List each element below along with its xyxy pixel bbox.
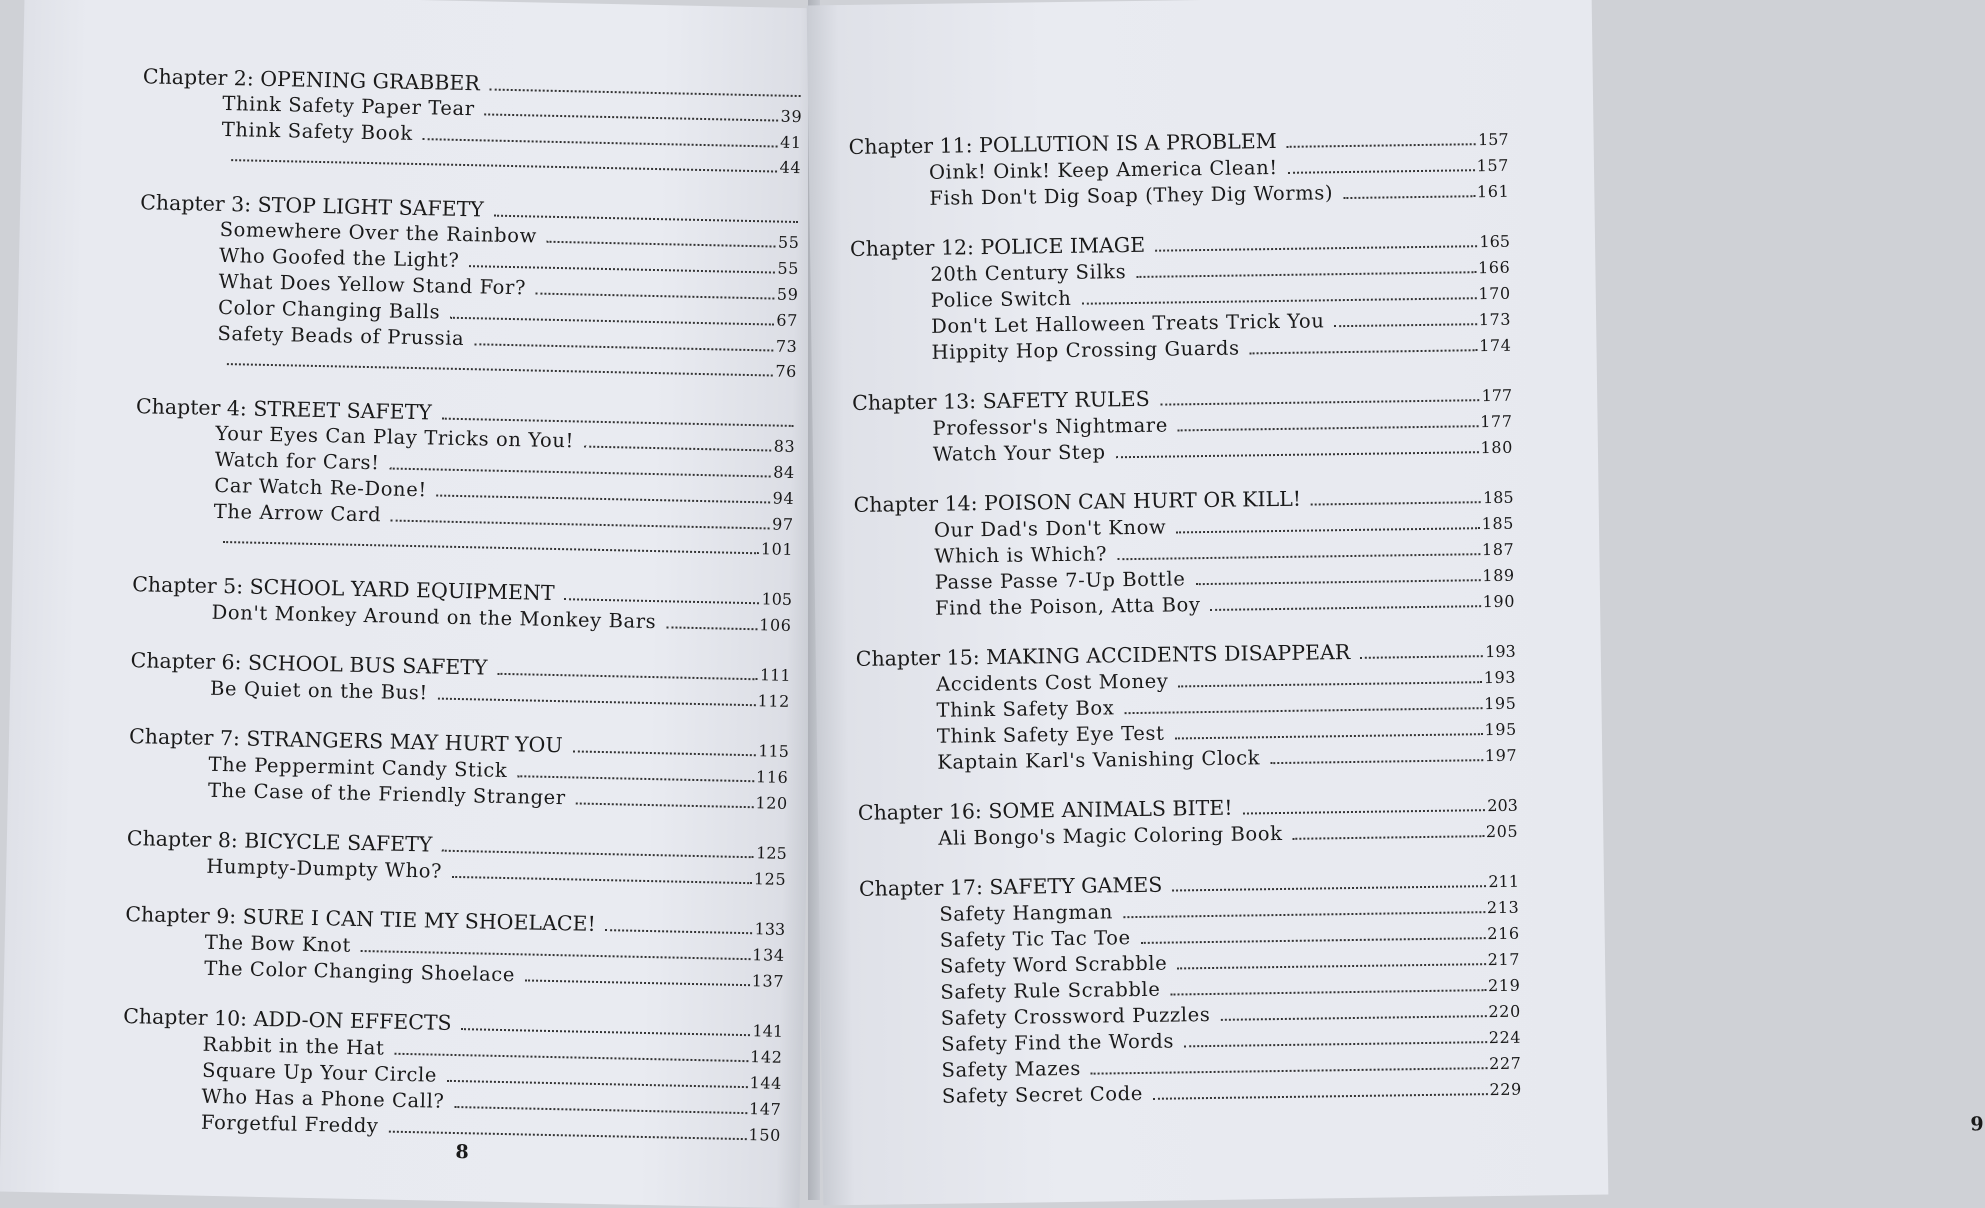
dot-leader	[485, 112, 779, 121]
section-entry-title: 20th Century Silks	[930, 259, 1136, 287]
section-entry-title: Who Has a Phone Call?	[201, 1084, 454, 1114]
toc-right	[848, 126, 1522, 1111]
dot-leader	[1136, 270, 1476, 278]
section-entry-title: Safety Rule Scrabble	[940, 977, 1170, 1005]
dot-leader	[1091, 1066, 1487, 1075]
dot-leader	[1270, 758, 1483, 764]
dot-leader	[576, 801, 754, 808]
dot-leader	[564, 597, 759, 604]
section-entry-page-number: 112	[755, 688, 790, 714]
chapter-entry-page-number: 115	[756, 738, 789, 764]
dot-leader	[388, 1130, 746, 1140]
section-entry-page-number: 227	[1487, 1051, 1522, 1076]
section-entry-page-number: 73	[774, 334, 798, 359]
dot-leader	[423, 137, 778, 147]
section-entry-page-number: 39	[778, 104, 802, 129]
chapter-entry-page-number: 211	[1486, 869, 1519, 894]
section-entry-page-number: 174	[1477, 333, 1512, 358]
dot-leader	[517, 774, 754, 782]
section-entry-title: Which is Which?	[934, 541, 1117, 569]
section-entry-title: Passe Passe 7-Up Bottle	[935, 566, 1196, 595]
dot-leader	[497, 672, 758, 680]
dot-leader	[1220, 1014, 1486, 1021]
chapter-entry-page-number: 133	[752, 916, 785, 942]
section-entry-title: Watch for Cars!	[215, 447, 390, 476]
section-entry-page-number: 187	[1480, 537, 1515, 562]
dot-leader	[1288, 168, 1475, 174]
dot-leader	[223, 540, 759, 554]
section-entry-title: Oink! Oink! Keep America Clean!	[929, 155, 1288, 185]
chapter-entry-title: Chapter 5: SCHOOL YARD EQUIPMENT	[132, 572, 565, 606]
section-entry-page-number: 101	[759, 536, 794, 562]
dot-leader	[1287, 142, 1476, 148]
chapter-block	[852, 382, 1513, 469]
dot-leader	[494, 214, 798, 223]
section-entry-title: Safety Secret Code	[942, 1081, 1153, 1109]
section-entry-title: Find the Poison, Atta Boy	[935, 592, 1211, 621]
section-entry-page-number: 180	[1478, 435, 1513, 460]
section-entry-page-number: 144	[747, 1070, 782, 1096]
chapter-block	[848, 126, 1509, 213]
section-entry-page-number: 84	[771, 459, 795, 484]
chapter-entry-title: Chapter 4: STREET SAFETY	[136, 394, 442, 425]
dot-leader	[1343, 194, 1475, 199]
dot-leader	[469, 264, 775, 273]
dot-leader	[547, 240, 776, 248]
section-entry-title: The Bow Knot	[205, 930, 362, 958]
chapter-entry-title: Chapter 7: STRANGERS MAY HURT YOU	[129, 724, 573, 758]
section-entry-page-number: 173	[1477, 307, 1512, 332]
section-entry-title: Fish Don't Dig Soap (They Dig Worms)	[929, 180, 1343, 211]
chapter-entry-title: Chapter 13: SAFETY RULES	[852, 387, 1160, 416]
dot-leader	[442, 849, 754, 859]
section-entry-title: Car Watch Re-Done!	[214, 473, 437, 503]
chapter-entry-title: Chapter 14: POISON CAN HURT OR KILL!	[853, 487, 1311, 518]
section-entry-title: Square Up Your Circle	[202, 1058, 447, 1088]
page-number-right: 9	[1970, 1113, 1984, 1135]
section-entry-page-number: 44	[777, 155, 801, 180]
section-entry-page-number: 67	[774, 308, 798, 333]
dot-leader	[454, 1105, 747, 1114]
right-page	[807, 0, 1609, 1205]
section-entry-title: Watch Your Step	[933, 439, 1116, 467]
section-entry-title: Safety Word Scrabble	[940, 950, 1178, 978]
section-entry-page-number: 177	[1478, 409, 1513, 434]
section-entry-title: What Does Yellow Stand For?	[218, 269, 536, 301]
section-entry-page-number: 147	[747, 1096, 782, 1122]
section-entry-title: Somewhere Over the Rainbow	[219, 217, 547, 249]
section-entry-page-number: 142	[748, 1044, 783, 1070]
dot-leader	[1211, 604, 1481, 611]
section-entry-page-number: 157	[1474, 153, 1509, 178]
dot-leader	[1243, 808, 1486, 814]
section-entry-title: Who Goofed the Light?	[219, 243, 470, 273]
chapter-block	[131, 572, 792, 638]
chapter-entry-page-number: 185	[1481, 485, 1514, 510]
chapter-block	[124, 902, 785, 994]
section-entry-title: Police Switch	[931, 286, 1082, 313]
chapter-entry-title: Chapter 10: ADD-ON EFFECTS	[123, 1004, 462, 1036]
chapter-entry-title: Chapter 12: POLICE IMAGE	[850, 233, 1155, 262]
dot-leader	[1177, 962, 1485, 969]
dot-leader	[1184, 1040, 1487, 1047]
section-entry-title: Rabbit in the Hat	[202, 1032, 394, 1061]
section-entry-title: Color Changing Balls	[218, 295, 451, 325]
chapter-entry-page-number: 157	[1476, 127, 1509, 152]
chapter-entry-page-number: 165	[1477, 229, 1510, 254]
section-entry-page-number: 161	[1475, 179, 1510, 204]
dot-leader	[461, 1027, 750, 1036]
section-entry-page-number: 134	[750, 942, 785, 968]
chapter-block	[137, 190, 801, 384]
chapter-entry-page-number: 177	[1479, 383, 1512, 408]
chapter-entry-page-number: 141	[750, 1018, 783, 1044]
section-entry-title: The Case of the Friendly Stranger	[208, 778, 576, 811]
section-entry-title: Ali Bongo's Magic Coloring Book	[938, 821, 1293, 851]
section-entry-title: Kaptain Karl's Vanishing Clock	[937, 745, 1270, 775]
dot-leader	[231, 158, 777, 172]
dot-leader	[1116, 450, 1479, 458]
chapter-entry-title: Chapter 9: SURE I CAN TIE MY SHOELACE!	[125, 902, 606, 937]
section-entry-page-number: 224	[1487, 1025, 1522, 1050]
section-entry-page-number: 193	[1482, 665, 1517, 690]
section-entry-page-number: 120	[753, 790, 788, 816]
dot-leader	[442, 417, 794, 427]
section-entry-page-number: 197	[1483, 743, 1518, 768]
dot-leader	[1178, 680, 1481, 687]
dot-leader	[1311, 500, 1481, 505]
section-entry-page-number: 220	[1486, 999, 1521, 1024]
dot-leader	[391, 519, 770, 530]
dot-leader	[1172, 884, 1486, 891]
dot-leader	[1160, 398, 1480, 405]
section-entry-title: The Peppermint Candy Stick	[208, 752, 517, 783]
section-entry-page-number: 229	[1487, 1077, 1522, 1102]
section-entry-title: Safety Beads of Prussia	[217, 321, 474, 351]
chapter-block	[141, 64, 803, 180]
section-entry-page-number: 59	[775, 282, 799, 307]
section-entry-page-number: 195	[1482, 717, 1517, 742]
section-entry-title: Be Quiet on the Bus!	[210, 676, 438, 706]
dot-leader	[227, 362, 773, 376]
section-entry-page-number: 97	[770, 511, 794, 536]
section-entry-page-number: 189	[1480, 563, 1515, 588]
section-entry-title: Don't Monkey Around on the Monkey Bars	[211, 600, 666, 635]
section-entry-page-number: 150	[746, 1122, 781, 1148]
chapter-block	[859, 868, 1522, 1111]
section-entry-page-number: 83	[771, 434, 795, 459]
dot-leader	[394, 1052, 748, 1062]
section-entry-page-number: 94	[770, 485, 794, 510]
dot-leader	[1175, 732, 1483, 739]
dot-leader	[584, 445, 772, 452]
dot-leader	[389, 466, 771, 477]
chapter-block	[128, 724, 789, 816]
section-entry-title: The Arrow Card	[214, 499, 392, 528]
chapter-block	[850, 228, 1512, 367]
section-entry-page-number: 166	[1476, 255, 1511, 280]
toc-left	[121, 64, 803, 1148]
section-entry-page-number: 55	[775, 256, 799, 281]
section-entry-page-number: 125	[752, 866, 787, 892]
section-entry-title: Forgetful Freddy	[201, 1110, 389, 1139]
dot-leader	[1124, 706, 1482, 714]
dot-leader	[452, 875, 752, 884]
section-entry-title: Safety Crossword Puzzles	[941, 1002, 1221, 1031]
chapter-entry-title: Chapter 3: STOP LIGHT SAFETY	[140, 190, 494, 222]
left-page	[0, 0, 824, 1208]
section-entry-page-number: 41	[778, 130, 802, 155]
chapter-entry-title: Chapter 17: SAFETY GAMES	[859, 873, 1173, 902]
chapter-entry-title: Chapter 2: OPENING GRABBER	[143, 64, 490, 96]
chapter-entry-page-number: 111	[758, 662, 791, 688]
section-entry-title: Safety Mazes	[941, 1056, 1091, 1083]
dot-leader	[438, 697, 756, 707]
dot-leader	[666, 625, 757, 630]
chapter-block	[126, 826, 787, 892]
dot-leader	[490, 88, 801, 98]
dot-leader	[1360, 654, 1483, 659]
dot-leader	[606, 928, 753, 934]
section-entry-page-number: 190	[1481, 589, 1516, 614]
page-number-left: 8	[455, 1141, 469, 1163]
chapter-entry-title: Chapter 6: SCHOOL BUS SAFETY	[130, 648, 497, 681]
section-entry-title: Think Safety Book	[222, 117, 423, 146]
section-entry-title: Our Dad's Don't Know	[934, 514, 1177, 542]
chapter-entry-page-number: 105	[759, 586, 792, 612]
section-entry-title: Hippity Hop Crossing Guards	[931, 335, 1249, 364]
dot-leader	[1176, 526, 1479, 533]
chapter-entry-page-number: 203	[1485, 793, 1518, 818]
dot-leader	[450, 316, 774, 326]
chapter-entry-page-number: 193	[1483, 639, 1516, 664]
section-entry-page-number: 217	[1486, 947, 1521, 972]
dot-leader	[474, 342, 774, 351]
chapter-entry-title: Chapter 8: BICYCLE SAFETY	[127, 826, 443, 858]
dot-leader	[361, 949, 750, 960]
dot-leader	[437, 493, 771, 503]
section-entry-page-number: 55	[776, 230, 800, 255]
dot-leader	[1170, 988, 1486, 995]
section-entry-page-number: 76	[773, 359, 797, 384]
dot-leader	[1153, 1092, 1488, 1100]
section-entry-title: Don't Let Halloween Treats Trick You	[931, 308, 1335, 339]
chapter-entry-title: Chapter 16: SOME ANIMALS BITE!	[858, 796, 1243, 826]
chapter-block	[858, 792, 1519, 853]
section-entry-title: Safety Hangman	[939, 899, 1123, 927]
section-entry-page-number: 106	[757, 612, 792, 638]
chapter-entry-page-number: 125	[754, 840, 787, 866]
section-entry-title: Think Safety Paper Tear	[222, 91, 485, 121]
chapter-block	[130, 648, 791, 714]
section-entry-page-number: 219	[1486, 973, 1521, 998]
dot-leader	[1117, 552, 1480, 560]
section-entry-page-number: 137	[749, 968, 784, 994]
dot-leader	[1293, 834, 1484, 840]
dot-leader	[1335, 322, 1477, 327]
dot-leader	[1081, 296, 1476, 305]
section-entry-title: Professor's Nightmare	[932, 412, 1178, 440]
section-entry-page-number: 170	[1476, 281, 1511, 306]
section-entry-page-number: 213	[1485, 895, 1520, 920]
section-entry-title: Accidents Cost Money	[936, 668, 1179, 696]
section-entry-title: Safety Find the Words	[941, 1028, 1184, 1056]
dot-leader	[525, 978, 750, 986]
dot-leader	[1250, 348, 1478, 354]
section-entry-title: Think Safety Box	[936, 695, 1124, 723]
chapter-entry-title: Chapter 15: MAKING ACCIDENTS DISAPPEAR	[856, 640, 1361, 672]
dot-leader	[573, 749, 757, 756]
dot-leader	[1155, 244, 1477, 251]
section-entry-title: Your Eyes Can Play Tricks on You!	[215, 421, 584, 454]
section-entry-title: Think Safety Eye Test	[937, 720, 1175, 748]
section-entry-page-number: 216	[1485, 921, 1520, 946]
section-entry-page-number: 205	[1484, 819, 1519, 844]
section-entry-page-number: 185	[1479, 511, 1514, 536]
dot-leader	[1123, 910, 1485, 918]
section-entry-title: Humpty-Dumpty Who?	[206, 854, 452, 884]
chapter-entry-title: Chapter 11: POLLUTION IS A PROBLEM	[848, 129, 1286, 160]
dot-leader	[1141, 936, 1486, 944]
dot-leader	[1195, 578, 1480, 585]
chapter-block	[856, 638, 1518, 777]
section-entry-page-number: 116	[754, 764, 789, 790]
section-entry-page-number: 195	[1482, 691, 1517, 716]
dot-leader	[447, 1079, 748, 1088]
dot-leader	[1178, 424, 1478, 431]
section-entry-title: Safety Tic Tac Toe	[940, 925, 1141, 953]
section-entry-title: The Color Changing Shoelace	[204, 956, 525, 988]
chapter-block	[133, 394, 796, 562]
dot-leader	[536, 292, 775, 300]
chapter-block	[121, 1004, 784, 1148]
chapter-block	[853, 484, 1515, 623]
